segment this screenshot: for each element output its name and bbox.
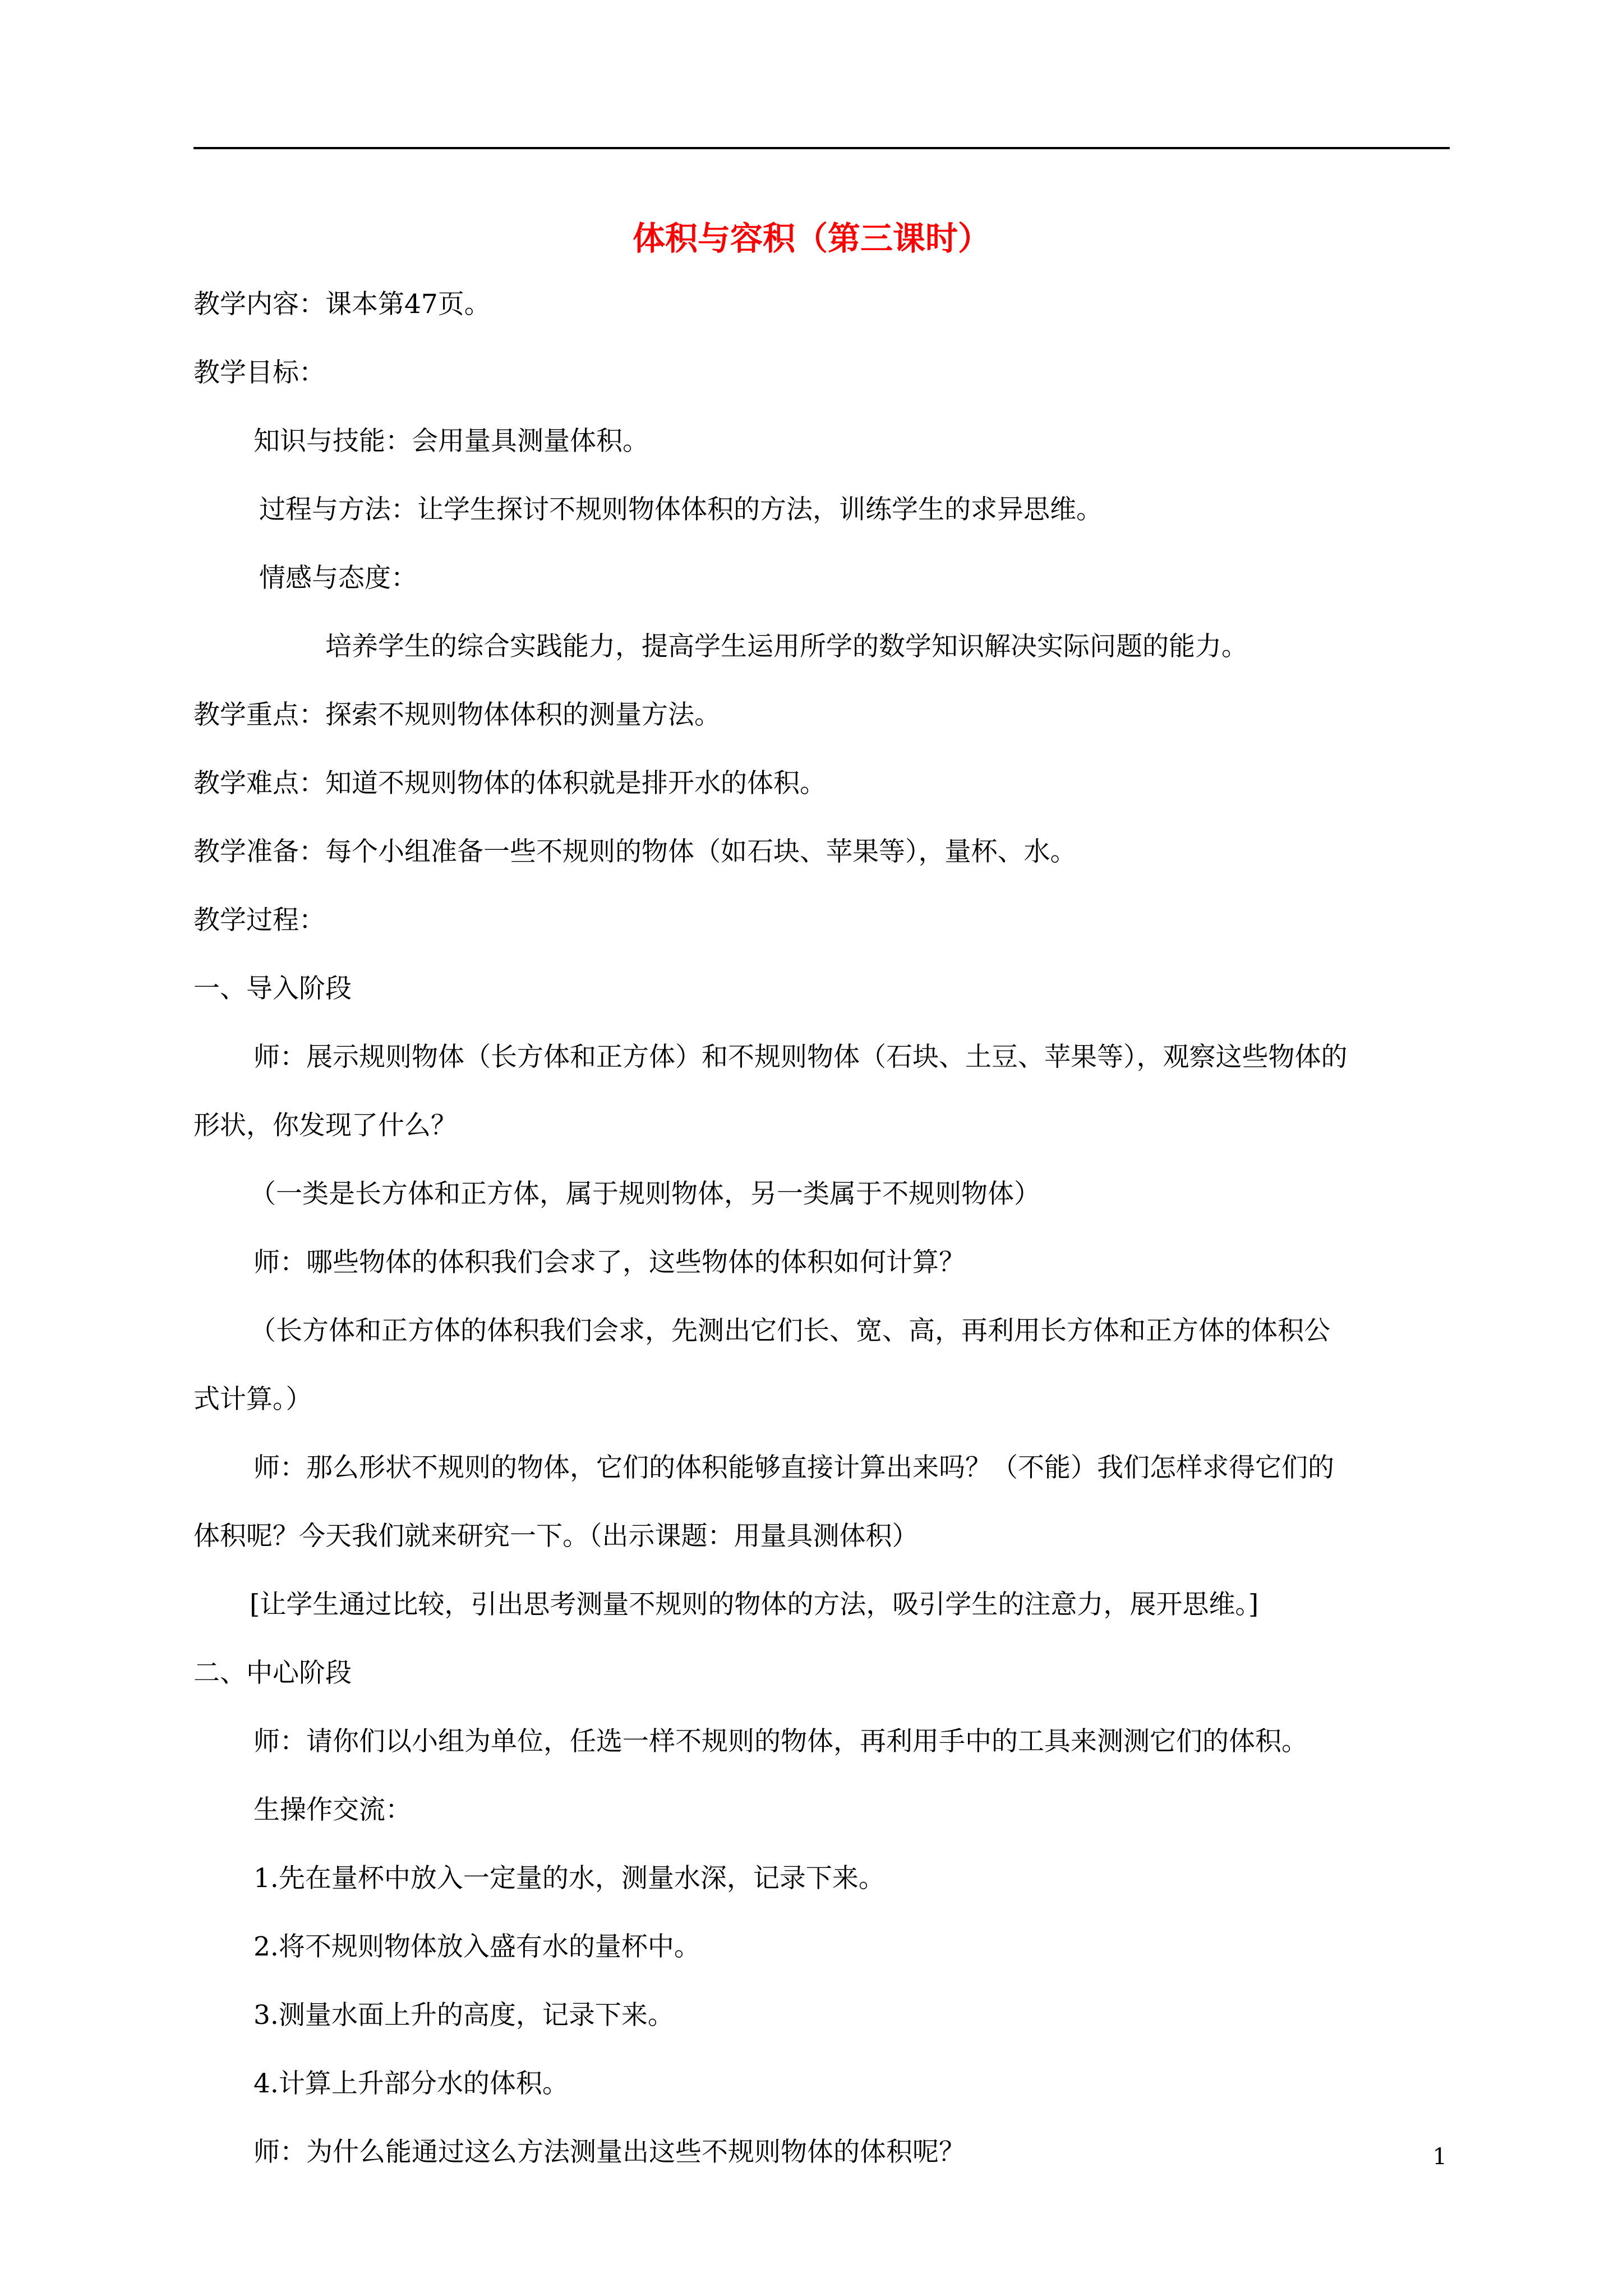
text-line: 2.将不规则物体放入盛有水的量杯中。 [253, 1931, 700, 1962]
text-line: 形状，你发现了什么？ [193, 1110, 457, 1141]
document-title: 体积与容积（第三课时） [632, 219, 990, 257]
text-line: 教学重点：探索不规则物体体积的测量方法。 [193, 700, 721, 730]
section-heading: 一、导入阶段 [193, 973, 352, 1004]
header-rule [193, 147, 1450, 149]
text-line: 生操作交流： [253, 1795, 412, 1825]
text-line: 师：展示规则物体（长方体和正方体）和不规则物体（石块、土豆、苹果等），观察这些物体的 [253, 1042, 1348, 1073]
text-line: 教学难点：知道不规则物体的体积就是排开水的体积。 [193, 768, 826, 799]
text-line: [让学生通过比较，引出思考测量不规则的物体的方法，吸引学生的注意力，展开思维。] [250, 1589, 1259, 1620]
section-heading: 二、中心阶段 [193, 1658, 352, 1688]
text-line: 4.计算上升部分水的体积。 [253, 2068, 569, 2099]
text-line: 过程与方法：让学生探讨不规则物体体积的方法，训练学生的求异思维。 [259, 494, 1103, 525]
text-line: 教学准备：每个小组准备一些不规则的物体（如石块、苹果等），量杯、水。 [193, 836, 1077, 867]
text-line: （长方体和正方体的体积我们会求，先测出它们长、宽、高，再利用长方体和正方体的体积公 [250, 1315, 1330, 1346]
text-line: 师：那么形状不规则的物体，它们的体积能够直接计算出来吗？（不能）我们怎样求得它们的 [253, 1452, 1334, 1483]
text-line: 体积呢？今天我们就来研究一下。（出示课题：用量具测体积） [193, 1521, 919, 1552]
text-line: 教学过程： [193, 905, 325, 936]
text-line: 师：哪些物体的体积我们会求了，这些物体的体积如何计算？ [253, 1247, 965, 1278]
text-line: 教学目标： [193, 357, 325, 388]
text-line: 1.先在量杯中放入一定量的水，测量水深，记录下来。 [253, 1863, 885, 1894]
text-line: 知识与技能：会用量具测量体积。 [253, 426, 649, 457]
text-line: 式计算。） [193, 1384, 312, 1415]
text-line: 3.测量水面上升的高度，记录下来。 [253, 2000, 674, 2031]
text-line: 师：为什么能通过这么方法测量出这些不规则物体的体积呢？ [253, 2137, 965, 2168]
text-line: 培养学生的综合实践能力，提高学生运用所学的数学知识解决实际问题的能力。 [325, 631, 1248, 662]
text-line: 教学内容：课本第47页。 [193, 289, 491, 320]
text-line: 情感与态度： [259, 563, 417, 593]
page-number: 1 [1432, 2144, 1447, 2170]
text-line: （一类是长方体和正方体，属于规则物体，另一类属于不规则物体） [250, 1179, 1040, 1209]
text-line: 师：请你们以小组为单位，任选一样不规则的物体，再利用手中的工具来测测它们的体积。 [253, 1726, 1308, 1757]
